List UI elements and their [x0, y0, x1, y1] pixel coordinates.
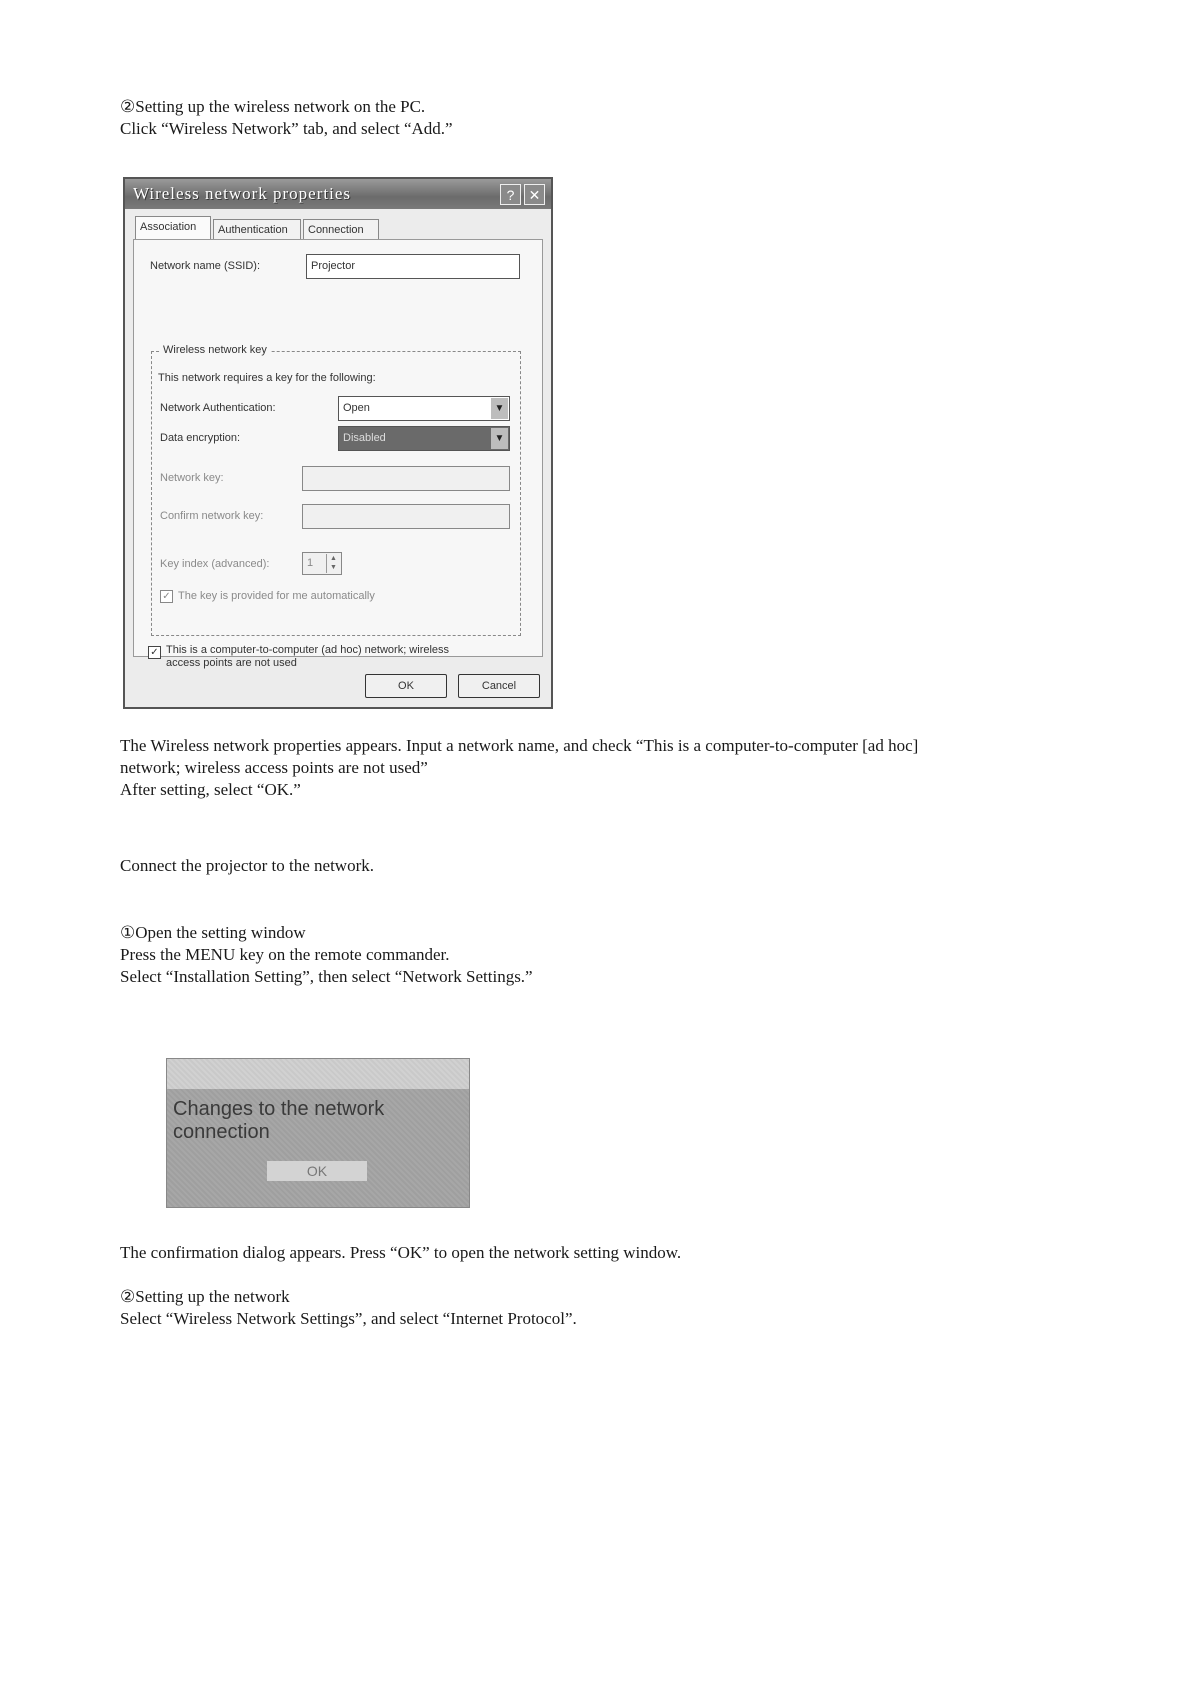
help-icon[interactable]: ?: [500, 184, 521, 205]
section-open-setting-window: [120, 922, 1080, 988]
section-heading: ①Open the setting window: [120, 923, 306, 942]
adhoc-label: [166, 644, 449, 670]
close-icon[interactable]: ✕: [524, 184, 545, 205]
network-auth-select[interactable]: [338, 396, 510, 421]
ok-button[interactable]: OK: [365, 674, 447, 698]
description-line: After setting, select “OK.”: [120, 780, 301, 799]
group-legend: Wireless network key: [160, 344, 270, 356]
data-encryption-select[interactable]: [338, 426, 510, 451]
spin-arrows-icon: ▲ ▼: [326, 554, 340, 573]
network-auth-label: Network Authentication:: [160, 402, 276, 414]
network-name-label: Network name (SSID):: [150, 260, 261, 272]
key-index-value: 1: [307, 557, 314, 569]
network-key-input[interactable]: [302, 466, 510, 491]
key-auto-label: The key is provided for me automatically: [178, 590, 375, 602]
instruction-text: Press the MENU key on the remote commander.: [120, 945, 450, 964]
network-auth-value: Open: [343, 402, 370, 414]
instruction-text: Select “Installation Setting”, then select “Network Settings.”: [120, 967, 533, 986]
description-line: The Wireless network properties appears. Input a network name, and check “This is a computer-to-computer [ad hoc]: [120, 736, 919, 755]
section-setup-wireless-pc: [120, 96, 1080, 140]
section-setup-network: [120, 1286, 1080, 1330]
dialog-titlebar: [125, 179, 551, 209]
confirm-text: The confirmation dialog appears. Press “OK” to open the network setting window.: [120, 1243, 682, 1262]
connect-text: Connect the projector to the network.: [120, 856, 374, 875]
tab-connection[interactable]: Connection: [303, 219, 379, 239]
confirm-key-label: Confirm network key:: [160, 510, 264, 522]
section-heading: ②Setting up the wireless network on the PC.: [120, 97, 426, 116]
dialog-description: [120, 735, 1080, 801]
dialog-header: [167, 1059, 469, 1089]
chevron-down-icon: ▼: [491, 428, 508, 449]
adhoc-checkbox[interactable]: ✓: [148, 646, 161, 659]
cancel-button[interactable]: Cancel: [458, 674, 540, 698]
tab-authentication[interactable]: Authentication: [213, 219, 301, 239]
key-index-stepper[interactable]: [302, 552, 342, 575]
instruction-text: Click “Wireless Network” tab, and select “Add.”: [120, 119, 453, 138]
wireless-network-key-group: [151, 344, 521, 636]
network-name-input[interactable]: Projector: [306, 254, 520, 279]
wireless-network-properties-dialog: [123, 177, 553, 709]
chevron-down-icon: ▼: [491, 398, 508, 419]
confirmation-message: Changes to the network connection: [173, 1098, 385, 1143]
adhoc-label-line1: This is a computer-to-computer (ad hoc) network; wireless: [166, 644, 450, 656]
ok-button[interactable]: OK: [267, 1161, 367, 1181]
description-line: network; wireless access points are not used”: [120, 758, 428, 777]
confirm-key-input[interactable]: [302, 504, 510, 529]
tab-association[interactable]: Association: [135, 216, 211, 240]
network-key-label: Network key:: [160, 472, 224, 484]
association-panel: [133, 239, 543, 669]
instruction-text: Select “Wireless Network Settings”, and select “Internet Protocol”.: [120, 1309, 577, 1328]
data-encryption-value: Disabled: [343, 432, 386, 444]
requires-key-text: This network requires a key for the following:: [158, 372, 376, 384]
adhoc-label-line2: access points are not used: [166, 657, 297, 669]
section-heading: ②Setting up the network: [120, 1287, 290, 1306]
projector-confirmation-dialog: [166, 1058, 470, 1208]
key-index-label: Key index (advanced):: [160, 558, 270, 570]
key-auto-checkbox[interactable]: ✓: [160, 590, 173, 603]
data-encryption-label: Data encryption:: [160, 432, 241, 444]
dialog-title: Wireless network properties: [133, 184, 351, 203]
